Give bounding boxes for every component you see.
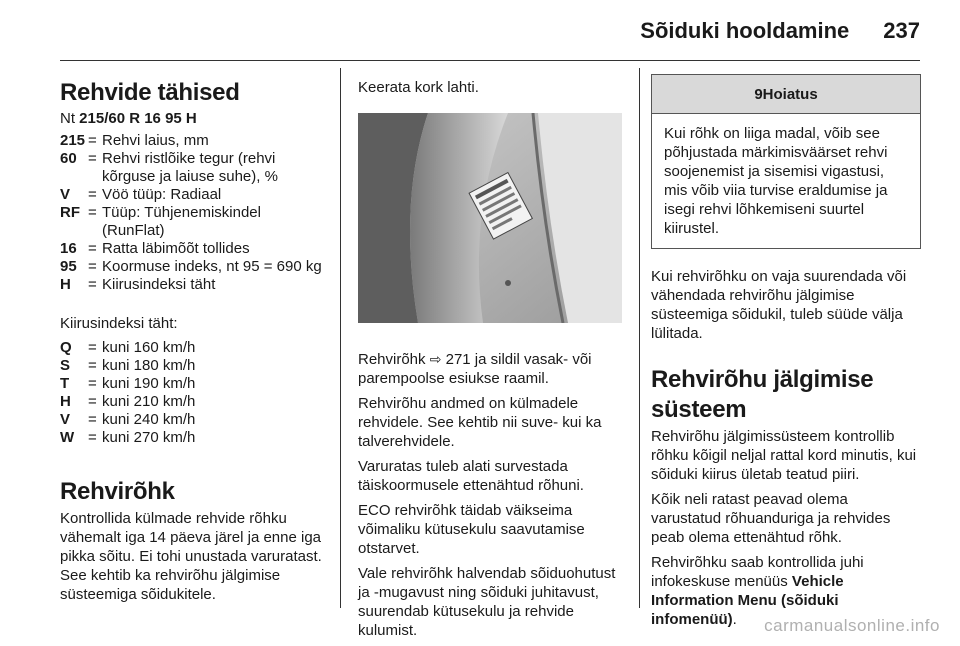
tire-code-row-equals: = <box>88 258 97 275</box>
tire-code-row-equals: = <box>88 204 97 221</box>
wrong-pressure-text: Vale rehvirõhk halvendab sõiduohutust ja -mugavust ning sõiduki juhitavust, suurendab kütusekulu ja rehvide kulumist. <box>358 565 616 639</box>
tire-code-row-term: 60 <box>60 150 77 167</box>
column-right <box>651 68 921 635</box>
tire-code-row-text: Tüüp: Tühjenemiskindel (RunFlat) <box>102 204 261 239</box>
speed-index-row-text: kuni 160 km/h <box>102 339 196 356</box>
tire-code-row <box>60 240 322 258</box>
speed-index-row-equals: = <box>88 357 97 374</box>
column-divider-1 <box>340 68 341 608</box>
speed-index-row <box>60 411 322 429</box>
tire-code-row <box>60 276 322 294</box>
speed-index-row <box>60 375 322 393</box>
tire-code-row <box>60 150 322 186</box>
tire-pressure-text: Kontrollida külmade rehvide rõhku vähemalt iga 14 päeva järel ja enne iga pikka sõitu. Ei tohi unustada varuratast. See kehtib ka rehvirõhu jälgimise süsteemiga sõidukitele. <box>60 510 322 603</box>
adjust-pressure-text: Kui rehvirõhku on vaja suurendada või vähendada rehvirõhu jälgimise süsteemiga sõidukil, tuleb süüde välja lülitada. <box>651 268 907 342</box>
speed-index-row-equals: = <box>88 375 97 392</box>
heading-tire-pressure: Rehvirõhk <box>60 478 175 505</box>
example-line: Nt 215/60 R 16 95 H <box>60 110 197 127</box>
tire-code-row-text: Rehvi ristlõike tegur (rehvi kõrguse ja laiuse suhe), % <box>102 150 278 185</box>
open-cap-text: Keerata kork lahti. <box>358 79 479 96</box>
page-number: 237 <box>883 18 920 43</box>
speed-index-row-text: kuni 210 km/h <box>102 393 196 410</box>
speed-index-list <box>60 339 322 447</box>
speed-index-row-text: kuni 190 km/h <box>102 375 196 392</box>
column-left <box>60 68 322 610</box>
cold-tires-text: Rehvirõhu andmed on külmadele rehvidele. See kehtib nii suve- kui ka talverehvidele. <box>358 395 602 450</box>
check-pressure-text: Rehvirõhku saab kontrollida juhi infokeskuse menüüs Vehicle Information Menu (sõiduki infomenüü). <box>651 554 864 628</box>
speed-index-intro: Kiirusindeksi täht: <box>60 315 178 332</box>
tire-code-row-equals: = <box>88 186 97 203</box>
warning-box <box>651 74 921 249</box>
door-label-photo <box>358 113 622 323</box>
warning-title: Hoiatus <box>762 85 818 103</box>
pressure-label-location: Rehvirõhk ⇨ 271 ja sildil vasak- või parempoolse esiukse raamil. <box>358 351 592 387</box>
column-middle <box>358 68 622 646</box>
tire-code-row-text: Vöö tüüp: Radiaal <box>102 186 222 203</box>
page-header <box>640 18 920 44</box>
speed-index-row-term: V <box>60 411 71 428</box>
page-title: Sõiduki hooldamine <box>640 18 850 43</box>
tire-code-row-term: 95 <box>60 258 77 275</box>
speed-index-row-equals: = <box>88 411 97 428</box>
speed-index-row <box>60 429 322 447</box>
tire-code-row-term: H <box>60 276 71 293</box>
tire-code-row-term: 16 <box>60 240 77 257</box>
tire-code-row-term: 215 <box>60 132 86 149</box>
eco-pressure-text: ECO rehvirõhk täidab väikseima võimaliku kütusekulu saavutamise otstarvet. <box>358 502 585 557</box>
tire-code-row <box>60 258 322 276</box>
warning-header <box>652 75 920 114</box>
tire-code-row-equals: = <box>88 240 97 257</box>
header-rule <box>60 60 920 61</box>
tire-code-list <box>60 132 322 294</box>
column-divider-2 <box>639 68 640 608</box>
speed-index-row-equals: = <box>88 339 97 356</box>
tire-code-row-equals: = <box>88 276 97 293</box>
tire-code-row-term: V <box>60 186 71 203</box>
warning-text: Kui rõhk on liiga madal, võib see põhjustada märkimisväärset rehvi soojenemist ja sisemisi vigastusi, mis võib viia turvise eraldumise ja isegi rehvi lõhkemiseni suurtel kiirustel. <box>664 125 888 237</box>
tire-code-row-text: Kiirusindeksi täht <box>102 276 216 293</box>
tire-code-row-text: Ratta läbimõõt tollides <box>102 240 250 257</box>
tire-code-row-equals: = <box>88 132 97 149</box>
spare-wheel-text: Varuratas tuleb alati survestada täiskoormusele ettenähtud rõhuni. <box>358 458 584 494</box>
tire-code-row-text: Koormuse indeks, nt 95 = 690 kg <box>102 258 322 275</box>
tire-code-row <box>60 186 322 204</box>
speed-index-row-equals: = <box>88 393 97 410</box>
tire-code-row <box>60 204 322 240</box>
speed-index-row-term: Q <box>60 339 72 356</box>
heading-tire-markings: Rehvide tähised <box>60 79 240 106</box>
speed-index-row-term: H <box>60 393 71 410</box>
speed-index-row-term: W <box>60 429 75 446</box>
tpms-text: Rehvirõhu jälgimissüsteem kontrollib rõhku kõigil neljal rattal kord minutis, kui sõiduki kiirus ületab teatud piiri. <box>651 428 917 483</box>
speed-index-row-equals: = <box>88 429 97 446</box>
tire-code-row-term: RF <box>60 204 80 221</box>
page-ref-icon: ⇨ <box>429 351 442 367</box>
speed-index-row-term: S <box>60 357 71 374</box>
example-code: 215/60 R 16 95 H <box>79 110 197 127</box>
vehicle-info-menu: Vehicle Information Menu (sõiduki infomenüü) <box>651 573 844 628</box>
watermark: carmanualsonline.info <box>764 616 940 635</box>
heading-tpms: Rehvirõhu jälgimise süsteem <box>651 366 874 423</box>
sensors-text: Kõik neli ratast peavad olema varustatud rõhuanduriga ja rehvides peab olema ettenähtud rõhk. <box>651 491 891 546</box>
speed-index-row <box>60 393 322 411</box>
tire-code-row <box>60 132 322 150</box>
tire-code-row-text: Rehvi laius, mm <box>102 132 209 149</box>
warning-triangle-icon: 9 <box>754 85 763 103</box>
speed-index-row-text: kuni 240 km/h <box>102 411 196 428</box>
speed-index-row-text: kuni 180 km/h <box>102 357 196 374</box>
speed-index-row <box>60 357 322 375</box>
speed-index-row-term: T <box>60 375 70 392</box>
tire-code-row-equals: = <box>88 150 97 167</box>
speed-index-row-text: kuni 270 km/h <box>102 429 196 446</box>
speed-index-row <box>60 339 322 357</box>
